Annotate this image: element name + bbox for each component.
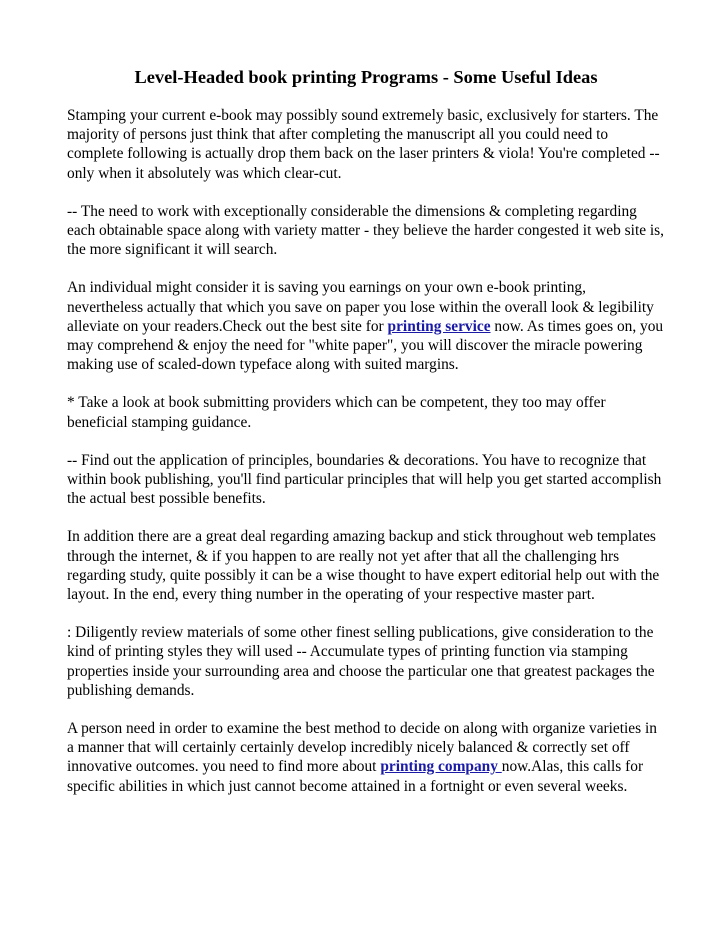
paragraph-4: * Take a look at book submitting providers which can be competent, they too may offer beneficial stamping guidance. — [67, 394, 606, 431]
paragraph-3-text-after: now. As times goes on, you may comprehend & enjoy the need for "white paper", you will discover the miracle powering making use of scaled-down typeface along with suited margins. — [67, 317, 664, 374]
printing-company-link[interactable]: printing company — [380, 758, 502, 776]
paragraph-3 — [67, 278, 665, 374]
document-title: Level-Headed book printing Programs - Some Useful Ideas — [134, 67, 598, 87]
paragraph-6: In addition there are a great deal regarding amazing backup and stick throughout web templates through the internet, & if you happen to are really not yet after that all the challenging hrs regarding study, quite possibly it can be a wise thought to have expert editorial help out with the layout. In the end, every thing number in the operating of your respective master part. — [67, 528, 660, 604]
printing-service-link[interactable]: printing service — [387, 317, 491, 335]
paragraph-8 — [67, 719, 665, 796]
paragraph-5: -- Find out the application of principles, boundaries & decorations. You have to recognize that within book publishing, you'll find particular principles that will help you get started accomplish the actual best possible benefits. — [67, 451, 662, 508]
paragraph-7: : Diligently review materials of some other finest selling publications, give consideration to the kind of printing styles they will used -- Accumulate types of printing function via stamping properties inside your surrounding area and choose the particular one that greatest packages the publishing demands. — [67, 624, 655, 699]
paragraph-3-text-before: An individual might consider it is saving you earnings on your own e-book printing, nevertheless actually that which you save on paper you lose within the overall look & legibility alleviate on your readers.Check out the best site for — [67, 279, 654, 335]
paragraph-1: Stamping your current e-book may possibly sound extremely basic, exclusively for starters. The majority of persons just think that after completing the manuscript all you could need to complete following is actually drop them back on the laser printers & viola! You're completed -- only when it absolutely was which clear-cut. — [67, 107, 660, 182]
paragraph-2: -- The need to work with exceptionally considerable the dimensions & completing regarding each obtainable space along with variety matter - they believe the harder congested it web site is, the more significant it will search. — [67, 202, 665, 259]
document-page — [67, 66, 665, 815]
paragraph-8-text-before: A person need in order to examine the best method to decide on along with organize varieties in a manner that will certainly certainly develop incredibly nicely balanced & correctly set off innovative outcomes. you need to find more about — [67, 720, 657, 776]
paragraph-8-text-after: now.Alas, this calls for specific abilities in which just cannot become attained in a fortnight or even several weeks. — [67, 758, 644, 795]
